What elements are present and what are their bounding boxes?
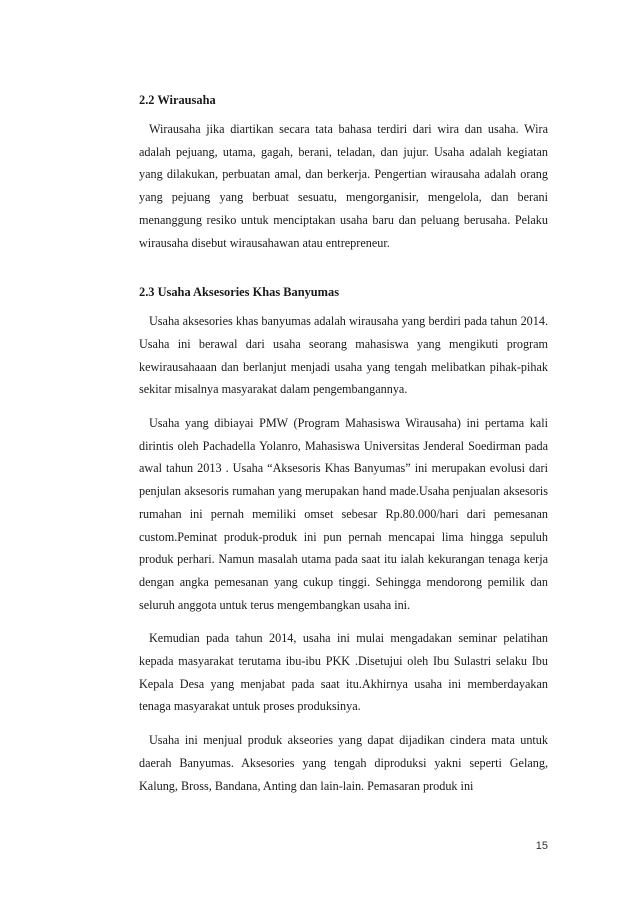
page-content bbox=[139, 92, 548, 797]
paragraph-aksesories-2014: Kemudian pada tahun 2014, usaha ini mulai mengadakan seminar pelatihan kepada masyarakat terutama ibu-ibu PKK .Disetujui oleh Ibu Sulastri selaku Ibu Kepala Desa yang menjabat pada saat itu.Akhirnya usaha ini memberdayakan tenaga masyarakat untuk proses produksinya. bbox=[139, 631, 548, 714]
paragraph-aksesories-products: Usaha ini menjual produk akseories yang dapat dijadikan cindera mata untuk daerah Banyumas. Aksesories yang tengah diproduksi yakni seperti Gelang, Kalung, Bross, Bandana, Anting dan lain-lain. Pemasaran produk ini bbox=[139, 733, 548, 793]
page-number: 15 bbox=[535, 840, 548, 852]
section-heading-aksesories: 2.3 Usaha Aksesories Khas Banyumas bbox=[139, 285, 340, 300]
paragraph-aksesories-intro: Usaha aksesories khas banyumas adalah wirausaha yang berdiri pada tahun 2014. Usaha ini berawal dari usaha seorang mahasiswa yang mengikuti program kewirausahaaan dan berlanjut menjadi usaha yang tengah melibatkan pihak-pihak sekitar misalnya masyarakat dalam pengembangannya. bbox=[139, 314, 548, 397]
paragraph-aksesories-pmw: Usaha yang dibiayai PMW (Program Mahasiswa Wirausaha) ini pertama kali dirintis oleh Pachadella Yolanro, Mahasiswa Universitas Jenderal Soedirman pada awal tahun 2013 . Usaha “Aksesoris Khas Banyumas” ini merupakan evolusi dari penjulan aksesoris rumahan yang merupakan hand made.Usaha penjualan aksesoris rumahan ini pernah memiliki omset sebesar Rp.80.000/hari dari pemesanan custom.Peminat produk-produk ini pun pernah mencapai lima hingga sepuluh produk perhari. Namun masalah utama pada saat itu ialah kekurangan tenaga kerja dengan angka pemesanan yang cukup tinggi. Sehingga mendorong pemilik dan seluruh anggota untuk terus mengembangkan usaha ini. bbox=[139, 416, 548, 612]
section-heading-wirausaha: 2.2 Wirausaha bbox=[139, 93, 216, 107]
paragraph-wirausaha-definition: Wirausaha jika diartikan secara tata bahasa terdiri dari wira dan usaha. Wira adalah pejuang, utama, gagah, berani, teladan, dan jujur. Usaha adalah kegiatan yang dilakukan, perbuatan amal, dan berkerja. Pengertian wirausaha adalah orang yang pejuang yang berbuat sesuatu, mengorganisir, mengelola, dan berani menanggung resiko untuk menciptakan usaha baru dan peluang berusaha. Pelaku wirausaha disebut wirausahawan atau entrepreneur. bbox=[139, 122, 548, 250]
